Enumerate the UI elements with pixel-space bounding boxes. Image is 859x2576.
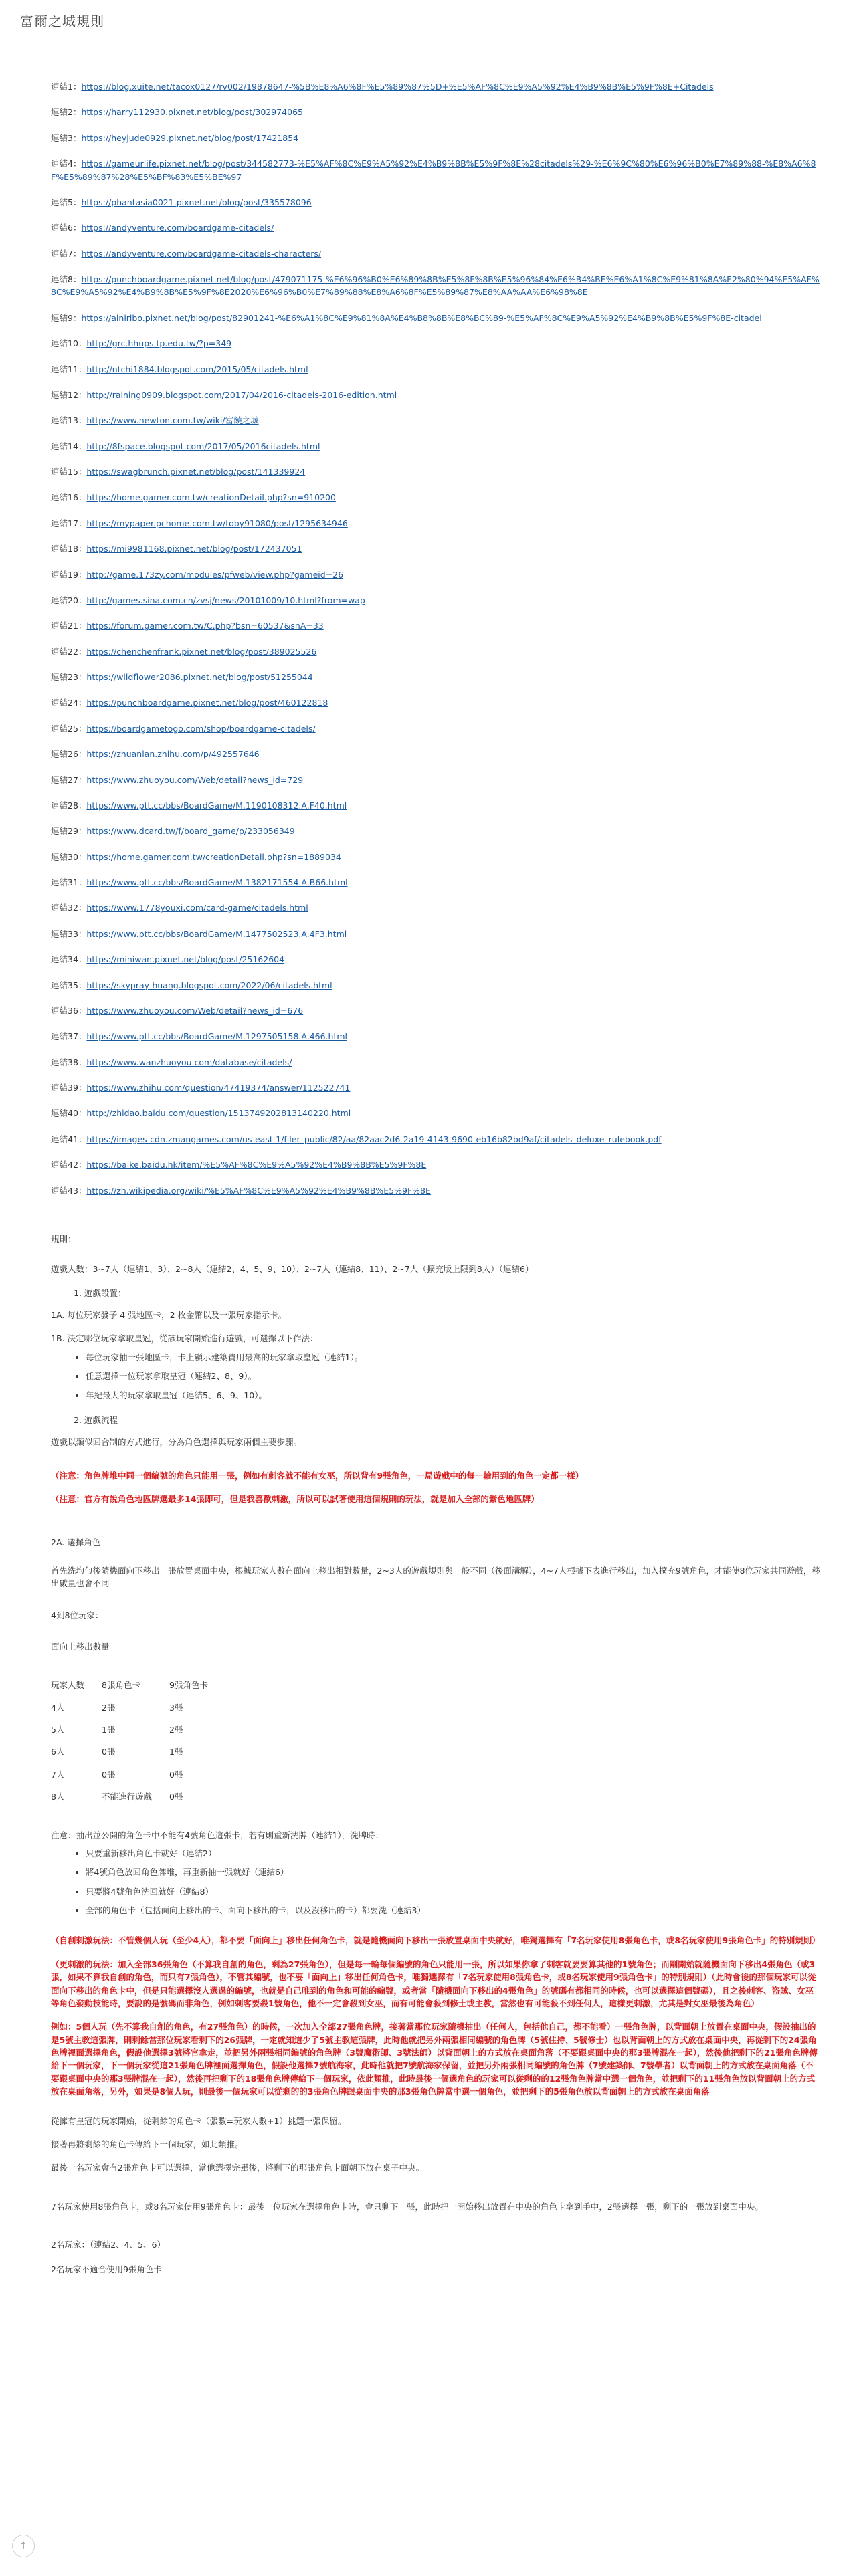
reference-item (51, 106, 820, 118)
table-row (51, 1701, 225, 1723)
reference-item (51, 1004, 820, 1017)
reference-item (51, 542, 820, 555)
reference-link[interactable]: https://www.zhuoyou.com/Web/detail?news_id=729 (86, 774, 304, 785)
list-item: • 只要重新移出角色卡就好（連結2） (86, 1847, 820, 1860)
table-row (51, 1745, 225, 1767)
reference-label: 連結14： (51, 441, 87, 451)
table-cell: 2張 (102, 1702, 116, 1713)
note-red-1: （注意：角色牌堆中同一個編號的角色只能用一張，例如有刺客就不能有女巫，所以背有9張角色，一局遊戲中的每一輪用到的角色一定都一樣） (51, 1470, 584, 1481)
reference-label: 連結28： (51, 800, 87, 811)
reference-link[interactable]: https://andyventure.com/boardgame-citadels/ (81, 223, 274, 233)
reference-label: 連結43： (51, 1185, 87, 1196)
reference-label: 連結29： (51, 826, 87, 837)
reference-label: 連結5： (51, 197, 82, 207)
reference-link[interactable]: https://www.wanzhuoyou.com/database/citadels/ (86, 1057, 292, 1067)
page-title: 富爾之城規則 (20, 13, 104, 29)
reference-link[interactable]: https://wildflower2086.pixnet.net/blog/post/51255044 (86, 672, 313, 682)
reference-item (51, 953, 820, 966)
reference-link[interactable]: https://chenchenfrank.pixnet.net/blog/post/389025526 (86, 646, 317, 657)
reference-item (51, 273, 820, 299)
select-step-2: 接著再將剩餘的角色卡傳給下一個玩家，如此類推。 (51, 2139, 244, 2149)
reference-item (51, 1184, 820, 1197)
reference-label: 連結30： (51, 851, 87, 862)
section-title: 2名玩家：（連結2、4、5、6） (51, 2240, 166, 2250)
select-step-1: 從擁有皇冠的玩家開始，從剩餘的角色卡（張數=玩家人數+1）挑選一張保留。 (51, 2115, 347, 2126)
table-header: 玩家人數 (51, 1680, 85, 1691)
face-up-title: 面向上移出數量 (51, 1641, 110, 1652)
table-cell: 7人 (51, 1769, 65, 1780)
table-cell: 3張 (169, 1702, 183, 1713)
reference-item (51, 748, 820, 760)
reference-link[interactable]: https://zhuanlan.zhihu.com/p/492557646 (86, 749, 260, 760)
reference-label: 連結25： (51, 723, 87, 734)
list-item: • 全部的角色卡（包括面向上移出的卡、面向下移出的卡，以及沒移出的卡）都要洗（連結3） (86, 1904, 820, 1917)
reference-item (51, 799, 820, 812)
list-item: • 將4號角色放回角色牌堆，再重新抽一張就好（連結6） (86, 1866, 820, 1879)
reference-label: 連結10： (51, 338, 87, 349)
reference-item (51, 1030, 820, 1043)
reference-label: 連結16： (51, 492, 87, 503)
reference-item (51, 722, 820, 735)
player-count-text: 遊戲人數：3~7人（連結1、3）、2~8人（連結2、4、5、9、10）、2~7人（連結8、11）、2~7人（擴充版上限到8人）（連結6） (51, 1264, 534, 1275)
reference-label: 連結23： (51, 672, 87, 682)
table-cell: 8人 (51, 1792, 65, 1802)
reference-link[interactable]: https://blog.xuite.net/tacox0127/rv002/19878647-%5B%E8%A6%8F%E5%89%87%5D+%E5%AF%8C%E9%A5%92%E4%B9%8B%E5%9F%8E+Citadels (81, 82, 714, 92)
reference-link[interactable]: https://www.ptt.cc/bbs/BoardGame/M.1190108312.A.F40.html (86, 800, 347, 811)
reference-item (51, 465, 820, 478)
reference-link[interactable]: http://8fspace.blogspot.com/2017/05/2016citadels.html (86, 441, 320, 451)
reference-link[interactable]: https://punchboardgame.pixnet.net/blog/post/460122818 (86, 697, 328, 708)
reference-item (51, 440, 820, 453)
reference-label: 連結20： (51, 595, 87, 605)
table-cell: 0張 (102, 1769, 116, 1780)
reference-link[interactable]: https://www.1778youxi.com/card-game/citadels.html (86, 903, 308, 914)
reference-item (51, 696, 820, 709)
reference-item (51, 247, 820, 260)
reference-label: 連結36： (51, 1005, 87, 1016)
setup-step-1a: 1A. 每位玩家發予 4 張地區卡，2 枚金幣以及一張玩家指示卡。 (51, 1310, 287, 1320)
reference-link[interactable]: http://games.sina.com.cn/zvsj/news/20101009/10.html?from=wap (86, 595, 365, 605)
reference-link[interactable]: https://mi9981168.pixnet.net/blog/post/172437051 (86, 544, 302, 554)
reference-label: 連結38： (51, 1057, 87, 1067)
reference-label: 連結3： (51, 132, 82, 143)
reshuffle-note: 注意：抽出並公開的角色卡中不能有4號角色這張卡，若有則重新洗牌（連結1），洗牌時： (51, 1830, 384, 1840)
reference-label: 連結17： (51, 518, 87, 528)
flow-title: 2. 遊戲流程 (84, 1414, 820, 1426)
table-header: 8張角色卡 (102, 1680, 140, 1691)
setup-step-1b: 1B. 決定哪位玩家拿取皇冠，從該玩家開始進行遊戲，可選擇以下作法： (51, 1333, 318, 1344)
reference-label: 連結35： (51, 980, 87, 990)
reference-link[interactable]: https://zh.wikipedia.org/wiki/%E5%AF%8C%E9%A5%92%E4%B9%8B%E5%9F%8E (86, 1185, 431, 1196)
reference-label: 連結9： (51, 312, 82, 323)
arrow-up-icon: ↑ (19, 2541, 27, 2551)
reference-item (51, 312, 820, 324)
table-cell: 0張 (102, 1747, 116, 1757)
table-row (51, 1790, 225, 1812)
reference-label: 連結2： (51, 107, 82, 118)
reference-item (51, 132, 820, 144)
reference-link[interactable]: https://home.gamer.com.tw/creationDetail.php?sn=1889034 (86, 851, 341, 862)
reference-item (51, 363, 820, 376)
article-body (51, 80, 820, 2287)
reference-link[interactable]: https://www.ptt.cc/bbs/BoardGame/M.1477502523.A.4F3.html (86, 928, 347, 939)
reference-link[interactable]: https://punchboardgame.pixnet.net/blog/post/479071175-%E6%96%B0%E6%89%8B%E5%8F%8B%E5%96%84%E6%B4%BE%E6%A1%8C%E9%81%8A%E2%80%94%E5%AF%8C%E9%A5%92%E4%B9%8B%E5%9F%8E2020%E6%96%B0%E7%89%88%E8%A6%8F%E5%89%87%E8%AA%AA%E6%98%8E (51, 274, 820, 298)
reference-label: 連結26： (51, 749, 87, 760)
reference-link[interactable]: https://www.ptt.cc/bbs/BoardGame/M.1382171554.A.B66.html (86, 877, 348, 887)
list-item: • 年紀最大的玩家拿取皇冠（連結5、6、9、10）。 (86, 1389, 820, 1402)
reference-item (51, 928, 820, 940)
reference-link[interactable]: http://ntchi1884.blogspot.com/2015/05/citadels.html (86, 364, 308, 374)
reference-link[interactable]: https://phantasia0021.pixnet.net/blog/post/335578096 (81, 197, 312, 207)
crown-option-list (51, 1351, 820, 1402)
table-row (51, 1679, 225, 1701)
reference-item (51, 196, 820, 209)
char-select-text: 首先洗均勻後隨機面向下移出一張放置桌面中央，根據玩家人數在面向上移出相對數量，2~3人的遊戲規則與一般不同（後面講解），4~7人根據下表進行移出，加入擴充9號角色，才能使8位玩家共同遊戲，移出數量也會不同 (51, 1565, 820, 1589)
reference-item (51, 901, 820, 914)
custom-rule-red-2: （更刺激的玩法：加入全部36張角色（不算我自創的角色，剩為27張角色），但是每一輪每個編號的角色只能用一張，所以如果你拿了刺客就要要算其他的1號角色；而剛開始就隨機面向下移出4張角色（或3張，如果不算我自創的角色，而只有7張角色），不管其編號，也不要「面向上」移出任何角色卡，唯獨選擇有「7名玩家使用8張角色卡，或8名玩家使用9張角色卡」的特別規則）（此時會後的那個玩家可以從面向下移出的角色卡中，但是只能選擇沒人選過的編號，也就是自己唯到的角色和可能的編號，或者當「隨機面向下移出的4張角色」的號碼有都相同的時候，也可以選擇這個號碼），且之後刺客、盜賊、女巫等角色發動技能時，要說的是號碼而非角色，例如刺客要殺1號角色，他不一定會殺到女巫，而有可能會殺到修士或主教，當然也有可能殺不到任何人，這樣更刺激，尤其是對女巫最後為角色） (51, 1959, 816, 2008)
select-step-3: 最後一名玩家會有2張角色卡可以選擇，當他選擇完畢後，將剩下的那張角色卡面朝下放在桌子中央。 (51, 2163, 424, 2173)
reference-link[interactable]: https://baike.baidu.hk/item/%E5%AF%8C%E9%A5%92%E4%B9%8B%E5%9F%8E (86, 1160, 427, 1170)
reference-item (51, 671, 820, 683)
reference-label: 連結18： (51, 544, 87, 554)
reference-label: 連結6： (51, 223, 82, 233)
reference-label: 連結22： (51, 646, 87, 657)
reference-item (51, 568, 820, 581)
reference-label: 連結21： (51, 621, 87, 631)
list-item: • 任意選擇一位玩家拿取皇冠（連結2、8、9）。 (86, 1370, 820, 1382)
table-row (51, 1723, 225, 1745)
reference-link[interactable]: https://andyventure.com/boardgame-citadels-characters/ (81, 248, 322, 259)
reference-link[interactable]: https://heyjude0929.pixnet.net/blog/post/17421854 (81, 132, 299, 143)
two-player-note: 2名玩家不適合使用9張角色卡 (51, 2264, 162, 2275)
reference-label: 連結32： (51, 903, 87, 914)
reference-label: 連結41： (51, 1134, 87, 1144)
table-cell: 4人 (51, 1702, 65, 1713)
reference-item (51, 876, 820, 889)
reference-list (51, 80, 820, 1197)
remove-count-table (51, 1679, 225, 1812)
setup-title: 1. 遊戲設置： (84, 1287, 820, 1299)
reference-link[interactable]: https://miniwan.pixnet.net/blog/post/25162604 (86, 954, 285, 965)
reference-item (51, 491, 820, 504)
section-title: 2A. 選擇角色 (51, 1537, 101, 1548)
table-cell: 6人 (51, 1747, 65, 1757)
reference-label: 連結33： (51, 928, 87, 939)
reference-link[interactable]: http://game.173zy.com/modules/pfweb/view.php?gameid=26 (86, 569, 344, 580)
reference-item (51, 389, 820, 401)
reference-link[interactable]: https://harry112930.pixnet.net/blog/post/302974065 (81, 107, 303, 118)
reference-label: 連結7： (51, 248, 82, 259)
reference-label: 連結34： (51, 954, 87, 965)
reference-label: 連結11： (51, 364, 87, 374)
reference-link[interactable]: https://www.dcard.tw/f/board_game/p/233056349 (86, 826, 295, 837)
reference-link[interactable]: https://swagbrunch.pixnet.net/blog/post/141339924 (86, 467, 306, 477)
reference-label: 連結12： (51, 389, 87, 400)
reference-item (51, 80, 820, 93)
reference-label: 連結40： (51, 1108, 87, 1119)
reference-item (51, 851, 820, 863)
list-item: • 每位玩家抽一張地區卡，卡上顯示建築費用最高的玩家拿取皇冠（連結1）。 (86, 1351, 820, 1364)
reference-link[interactable]: http://grc.hhups.tp.edu.tw/?p=349 (86, 338, 232, 349)
reference-label: 連結8： (51, 274, 82, 284)
reference-item (51, 517, 820, 530)
reference-label: 連結19： (51, 569, 87, 580)
reference-link[interactable]: https://www.ptt.cc/bbs/BoardGame/M.1297505158.A.466.html (86, 1031, 347, 1042)
flow-list (51, 1414, 820, 1426)
reference-item (51, 594, 820, 607)
note-red-2: （注意：官方有說角色地區牌選最多14張即可，但是我喜歡刺激，所以可以試著使用這個規則的玩法，就是加入全部的紫色地區牌） (51, 1494, 539, 1504)
reference-label: 連結13： (51, 415, 87, 426)
reference-item (51, 1056, 820, 1069)
reference-link[interactable]: https://gameurlife.pixnet.net/blog/post/344582773-%E5%AF%8C%E9%A5%92%E4%B9%8B%E5%9F%8E%28citadels%29-%E6%9C%80%E6%96%B0%E7%89%88-%E8%A6%8F%E5%89%87%28%E5%BF%83%E5%BE%97 (51, 158, 816, 182)
reference-item (51, 1081, 820, 1094)
reference-link[interactable]: https://forum.gamer.com.tw/C.php?bsn=60537&snA=33 (86, 621, 324, 631)
example-red: 例如：5個人玩（先不算我自創的角色，有27張角色）的時候，一次加入全部27張角色牌，接著當那位玩家隨機抽出（任何人，包括他自己，都不能看）一張角色牌，以背面朝上放置在桌面中央，假設抽出的是5號主教這張牌，則剩餘當那位玩家看剩下的26張牌，一定就知道少了5號主教這張牌，此時他就把另外兩張相同編號的角色牌（5號住持、5號修士）也以背面朝上的方式放在桌面中央，再從剩下的24張角色牌裡面選擇角色，假設他選擇3號將官拿走，並把另外兩張相同編號的角色牌（3號魔術師、3號法師）以背面朝上的方式放在桌面角落（不要跟桌面中央的那3張牌混在一起），然後他把剩下的21張角色牌傳給下一個玩家，下一個玩家從這21張角色牌裡面選擇角色，假設他選擇7號航海家，此時他就把7號航海家保留，並把另外兩張相同編號的角色牌（7號建築師、7號學者）以背面朝上的方式放在桌面角落（不要跟桌面中央的那3張牌混在一起），然後再把剩下的18張角色牌傳給下一個玩家，依此類推，此時最後一個選角色的玩家可以從剩的的12張角色牌當中選一個角色，並把剩下的11張角色放以背面朝上的方式放在桌面角落，另外，如果是8個人玩，則最後一個玩家可以從剩的的3張角色牌跟桌面中央的那3張角色牌當中選一個角色，並把剩下的5張角色放以背面朝上的方式放在桌面角落 (51, 2022, 818, 2097)
reference-item (51, 825, 820, 837)
section-title: 4到8位玩家： (51, 1610, 104, 1620)
reference-link[interactable]: https://www.zhihu.com/question/47419374/answer/112522741 (86, 1083, 351, 1093)
reference-label: 連結1： (51, 82, 82, 92)
reference-link[interactable]: https://skypray-huang.blogspot.com/2022/06/citadels.html (86, 980, 332, 990)
table-cell: 1張 (102, 1725, 116, 1735)
reference-label: 連結42： (51, 1160, 87, 1170)
reference-link[interactable]: https://www.zhuoyou.com/Web/detail?news_id=676 (86, 1005, 304, 1016)
reference-link[interactable]: http://zhidao.baidu.com/question/1513749202813140220.html (86, 1108, 351, 1119)
reference-link[interactable]: https://home.gamer.com.tw/creationDetail.php?sn=910200 (86, 492, 336, 503)
reference-link[interactable]: http://raining0909.blogspot.com/2017/04/2016-citadels-2016-edition.html (86, 389, 397, 400)
table-cell: 2張 (169, 1725, 183, 1735)
setup-list (51, 1287, 820, 1299)
reference-item (51, 619, 820, 632)
top-bar (0, 0, 859, 39)
table-cell: 5人 (51, 1725, 65, 1735)
reference-item (51, 337, 820, 350)
reference-label: 連結27： (51, 774, 87, 785)
reshuffle-option-list (51, 1847, 820, 1917)
reference-label: 連結24： (51, 697, 87, 708)
flow-text: 遊戲以類似回合制的方式進行，分為角色選擇與玩家兩個主要步驟。 (51, 1437, 302, 1448)
select-step-4: 7名玩家使用8張角色卡，或8名玩家使用9張角色卡：最後一位玩家在選擇角色卡時，會只剩下一張，此時把一開始移出放置在中央的角色卡拿到手中，2張選擇一張，剩下的一張放到桌面中央。 (51, 2201, 763, 2212)
list-item: • 只要將4號角色洗回就好（連結8） (86, 1885, 820, 1898)
table-cell: 0張 (169, 1792, 183, 1802)
reference-link[interactable]: https://boardgametogo.com/shop/boardgame-citadels/ (86, 723, 316, 734)
scroll-top-button[interactable] (12, 2535, 35, 2557)
reference-item (51, 414, 820, 427)
custom-rule-red: （自創刺激玩法：不管幾個人玩（至少4人），都不要「面向上」移出任何角色卡，就是隨機面向下移出一張放置桌面中央就好，唯獨選擇有「7名玩家使用8張角色卡，或8名玩家使用9張角色卡」的特別規則） (51, 1935, 820, 1946)
reference-label: 連結39： (51, 1083, 87, 1093)
reference-link[interactable]: https://ainiribo.pixnet.net/blog/post/82901241-%E6%A1%8C%E9%81%8A%E4%B8%8B%E8%BC%89-%E5%AF%8C%E9%A5%92%E4%B9%8B%E5%9F%8E-citadel (81, 312, 762, 323)
reference-label: 連結31： (51, 877, 87, 887)
table-row (51, 1768, 225, 1790)
reference-label: 連結4： (51, 158, 82, 169)
table-cell: 0張 (169, 1769, 183, 1780)
table-header: 9張角色卡 (169, 1680, 208, 1691)
reference-item (51, 774, 820, 786)
reference-item (51, 1158, 820, 1171)
reference-item (51, 645, 820, 658)
reference-item (51, 1133, 820, 1146)
reference-item (51, 221, 820, 234)
reference-item (51, 1107, 820, 1119)
reference-link[interactable]: https://www.newton.com.tw/wiki/富饒之城 (86, 415, 259, 426)
reference-label: 連結37： (51, 1031, 87, 1042)
rules-heading: 規則： (51, 1233, 76, 1244)
reference-item (51, 979, 820, 992)
table-cell: 不能進行遊戲 (102, 1792, 153, 1802)
reference-link[interactable]: https://mypaper.pchome.com.tw/toby91080/post/1295634946 (86, 518, 348, 528)
reference-link[interactable]: https://images-cdn.zmangames.com/us-east-1/filer_public/82/aa/82aac2d6-2a19-4143-9690-eb16b82bd9af/citadels_deluxe_rulebook.pdf (86, 1134, 662, 1144)
reference-item (51, 157, 820, 183)
table-cell: 1張 (169, 1747, 183, 1757)
reference-label: 連結15： (51, 467, 87, 477)
